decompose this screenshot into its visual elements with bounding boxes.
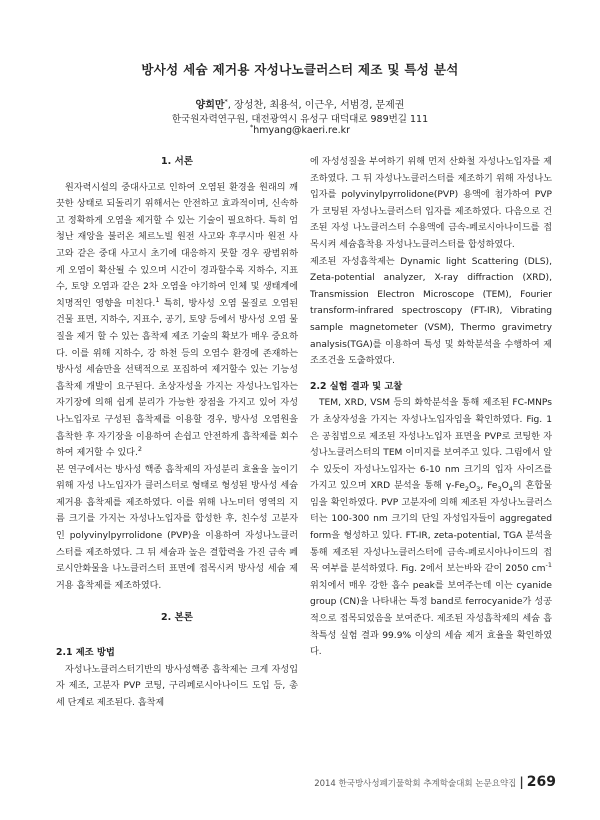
body-heading: 2. 본론 — [161, 612, 193, 624]
page-number: 269 — [526, 774, 556, 790]
left-column — [56, 154, 298, 711]
page-footer — [314, 774, 556, 790]
method-heading: 2.1 제조 방법 — [56, 647, 115, 659]
intro-heading: 1. 서론 — [161, 156, 193, 167]
main-author: 양희만 — [195, 100, 225, 111]
paper-title: 방사성 세슘 제거용 자성나노클러스터 제조 및 특성 분석 — [141, 62, 459, 77]
reference-2: 2 — [137, 445, 142, 454]
footer-text: 2014 한국방사성폐기물학회 추계학술대회 논문요약집 — [314, 779, 517, 789]
results-paragraph: TEM, XRD, VSM 등의 화학분석을 통해 제조된 FC-MNPs가 초상자성을 가지는 자성나노입자임을 확인하였다. Fig. 1은 공침법으로 제조된 자성나노입자 표면을 PVP로 코팅한 자성나노클러스터의 TEM 이미지를 보여주고 있다. 그림에서 알수 있듯이 자성나노입자는 6-10 nm 크기의 입자 사이즈를 가지고 있으며 XRD 분석을 통해 $\gamma-Fe_2O_3$, $Fe_3O_4$의 혼합물임을 확인하였다. PVP 고분자에 의해 제조된 자성나노클러스터는 100-300 nm 크기의 단일 자성입자들이 aggregated form을 형성하고 있다. FT-IR, zeta-potential, TGA 분석을 통해 제조된 자성나노클러스터에 금속-페로시아나이드의 접목 여부를 분석하였다. Fig. 2에서 보는바와 같이 2050 $cm^{-1}$ 위치에서 매우 강한 흡수 peak를 보여주는데 이는 cyanide group (CN)을 나타내는 특정 band로 ferrocyanide가 성공적으로 접목되었음을 보여준다. 제조된 자성흡착제의 세슘 흡착특성 실험 결과 99.9% 이상의 세슘 제거 효율을 확인하였다. — [310, 398, 552, 658]
right-column — [310, 154, 552, 661]
email-address: hmyang@kaeri.re.kr — [253, 125, 351, 136]
author-list — [0, 96, 600, 111]
corresponding-mark: * — [224, 97, 228, 106]
method-paragraph-1: 자성나노클러스터기반의 방사성핵종 흡착제는 크게 자성입자 제조, 고분자 PVP 코팅, 구리페로시아나이드 도입 등, 총 세 단계로 제조된다. 흡착제 — [56, 664, 298, 708]
reference-1: 1 — [155, 295, 160, 304]
results-heading: 2.2 실험 결과 및 고찰 — [310, 380, 403, 392]
email-line — [0, 122, 600, 136]
method-paragraph-3: 제조된 자성흡착제는 Dynamic light Scattering (DLS), Zeta-potential analyzer, X-ray diffraction (XRD), Transmission Electron Microscope (TEM), Fourier transform-infrared spectroscopy (FT-IR), Vibrating sample magnetometer (VSM), Thermo gravimetry analysis(TGA)를 이용하여 특성 및 화학분석을 수행하여 제조조건을 도출하였다. — [310, 256, 552, 367]
footer-separator: | — [519, 775, 524, 789]
affiliation: 한국원자력연구원, 대전광역시 유성구 대덕대로 989번길 111 — [171, 114, 429, 125]
co-authors: , 장성찬, 최용석, 이근우, 서범경, 문제권 — [227, 100, 405, 111]
intro-paragraph-1: 원자력시설의 중대사고로 인하여 오염된 환경을 원래의 깨끗한 상태로 되돌리기 위해서는 안전하고 효과적이며, 신속하고 정확하게 오염을 제거할 수 있는 기술이 필요하다. 특히 엄청난 재앙을 불러온 체르노빌 원전 사고와 후쿠시마 원전 사고와 같은 중대 사고시 초기에 대응하지 못할 경우 광범위하게 오염이 확산될 수 있으며 시간이 경과할수록 지하수, 지표수, 토양 오염과 같은 2차 오염을 야기하여 인체 및 생태계에 치명적인 영향을 미친다.$^1$ 특히, 방사성 오염 물질로 오염된 건물 표면, 지하수, 지표수, 공기, 토양 등에서 방사성 오염 물질을 제거 할 수 있는 흡착제 제조 기술의 확보가 매우 중요하다. 이를 위해 지하수, 강 하천 등의 오염수 환경에 존재하는 방사성 세슘만을 선택적으로 포집하여 제거할수 있는 기능성 흡착제 개발이 요구된다. 초상자성을 가지는 자성나노입자는 자기장에 의해 쉽게 분리가 가능한 장점을 가지고 있어 자성나노입자로 구성된 흡착제를 이용할 경우, 방사성 오염원을 흡착한 후 자기장을 이용하여 손쉽고 안전하게 흡착제를 회수하여 제거할 수 있다.$^2$ — [56, 182, 298, 459]
email-mark: * — [249, 122, 254, 131]
intro-paragraph-2: 본 연구에서는 방사성 핵종 흡착제의 자성분리 효율을 높이기 위해 자성 나노입자가 클러스터로 형태로 형성된 방사성 세슘 제거용 흡착제를 제조하였다. 이를 위해 나노미터 영역의 지름 크기를 가지는 자성나노입자를 합성한 후, 친수성 고분자인 polyvinylpyrrolidone (PVP)을 이용하여 자성나노클러스터를 제조하였다. 그 뒤 세슘과 높은 결합력을 가진 금속 페로시안화물을 나노클러스터 표면에 접목시켜 방사성 세슘 제거용 흡착제를 제조하였다. — [56, 464, 298, 591]
method-paragraph-2: 에 자성성질을 부여하기 위해 먼저 산화철 자성나노입자를 제조하였다. 그 뒤 자성나노클러스터를 제조하기 위해 자성나노입자를 polyvinylpyrrolidone(PVP) 용액에 첨가하여 PVP가 코팅된 자성나노클러스터 입자를 제조하였다. 다음으로 건조된 자성 나노클러스터 수용액에 금속-페로시아나이드를 접목시켜 세슘흡착용 자성나노클러스터를 합성하였다. — [310, 157, 552, 250]
